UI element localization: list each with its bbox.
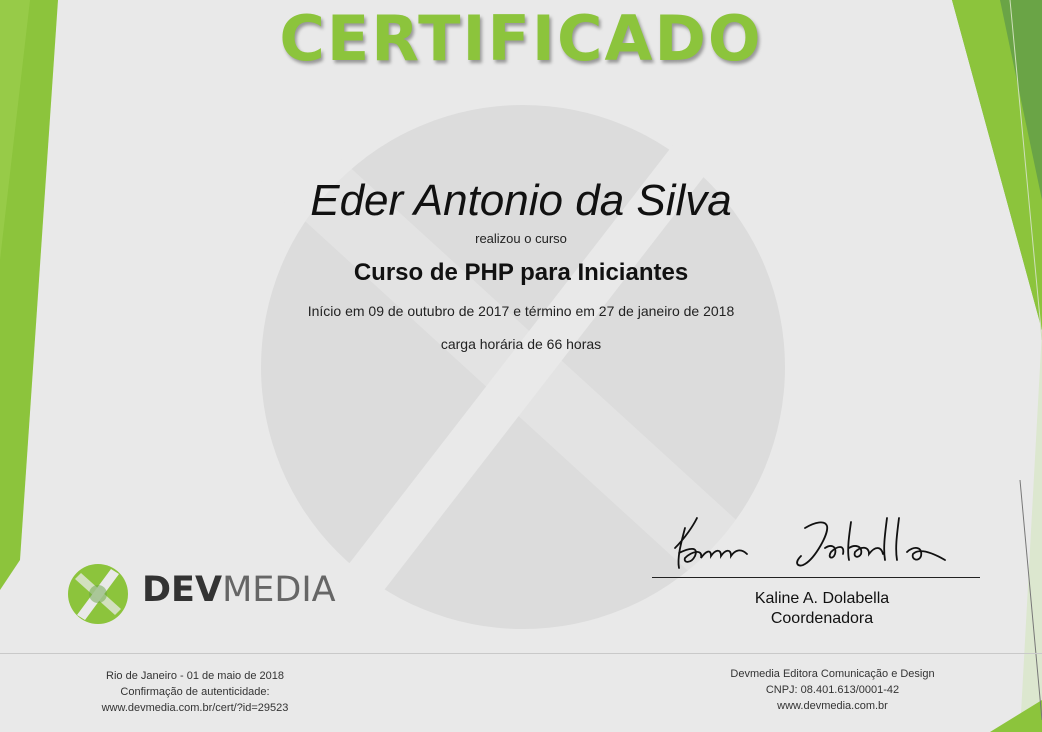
logo-bold: DEV <box>142 570 223 610</box>
devmedia-logo-text <box>142 570 336 610</box>
company-cnpj: CNPJ: 08.401.613/0001-42 <box>765 684 900 696</box>
certificate-title: CERTIFICADO <box>279 2 763 75</box>
signature-line <box>652 577 980 578</box>
course-dates: Início em 09 de outubro de 2017 e término em 27 de janeiro de 2018 <box>307 303 735 319</box>
course-name: Curso de PHP para Iniciantes <box>353 259 689 286</box>
signatory-role: Coordenadora <box>770 610 874 627</box>
signatory-name: Kaline A. Dolabella <box>754 590 890 607</box>
issue-place-date: Rio de Janeiro - 01 de maio de 2018 <box>106 670 284 682</box>
company-name: Devmedia Editora Comunicação e Design <box>730 668 935 680</box>
signature-image <box>655 508 985 578</box>
footer-left <box>80 668 310 716</box>
footer-right <box>705 666 960 714</box>
authenticity-url: www.devmedia.com.br/cert/?id=29523 <box>101 702 289 714</box>
footer-divider <box>0 653 1042 654</box>
completed-text: realizou o curso <box>475 231 567 246</box>
recipient-name: Eder Antonio da Silva <box>310 176 732 225</box>
course-workload: carga horária de 66 horas <box>440 336 602 352</box>
authenticity-label: Confirmação de autenticidade: <box>120 686 270 698</box>
logo-light: MEDIA <box>222 570 336 610</box>
company-site: www.devmedia.com.br <box>777 700 888 712</box>
